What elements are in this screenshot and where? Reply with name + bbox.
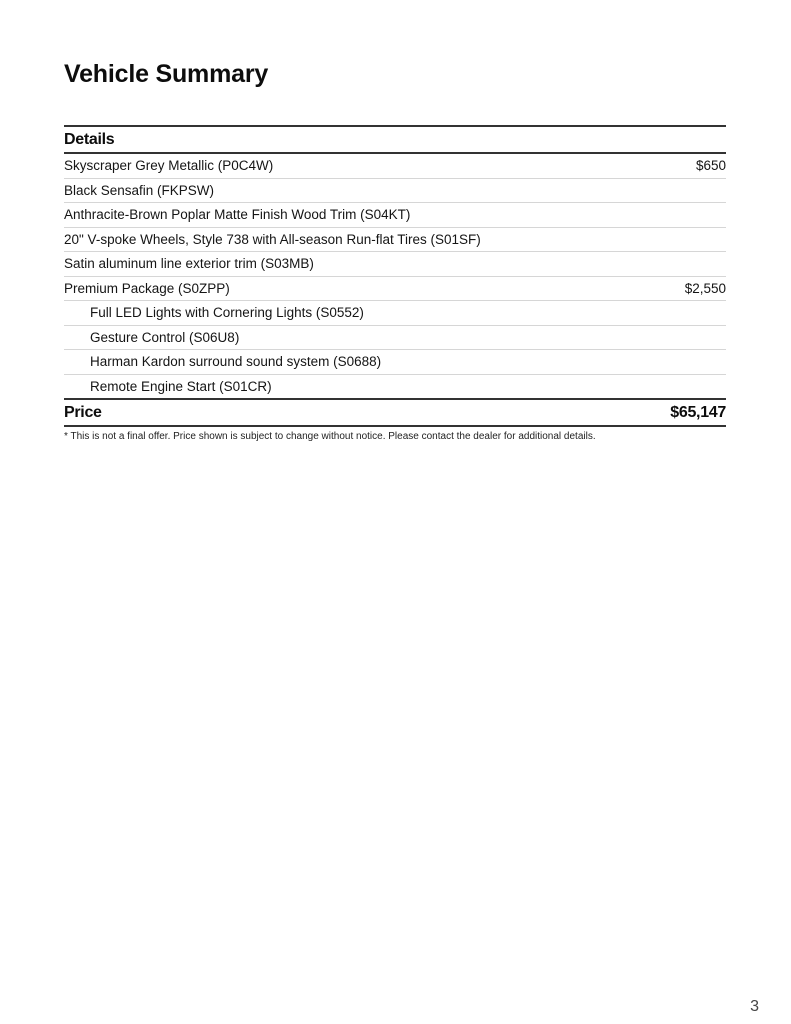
option-row bbox=[64, 228, 726, 253]
package-item-label: Remote Engine Start (S01CR) bbox=[90, 378, 272, 394]
option-row bbox=[64, 154, 726, 179]
option-row bbox=[64, 203, 726, 228]
option-label: Black Sensafin (FKPSW) bbox=[64, 182, 215, 198]
package-item-row bbox=[64, 301, 726, 326]
total-price-label: Price bbox=[64, 403, 102, 421]
option-label: Anthracite-Brown Poplar Matte Finish Wood Trim (S04KT) bbox=[64, 207, 411, 223]
page-title: Vehicle Summary bbox=[64, 60, 269, 88]
option-price: $650 bbox=[695, 158, 726, 174]
vehicle-summary-table bbox=[64, 125, 726, 442]
package-item-row bbox=[64, 375, 726, 401]
details-header: Details bbox=[64, 125, 726, 154]
option-label: Satin aluminum line exterior trim (S03MB) bbox=[64, 256, 314, 272]
package-price: $2,550 bbox=[684, 280, 726, 296]
disclaimer-text: * This is not a final offer. Price shown is subject to change without notice. Please contact the dealer for additional details. bbox=[64, 431, 596, 442]
package-item-label: Harman Kardon surround sound system (S0688) bbox=[90, 354, 382, 370]
package-item-row bbox=[64, 350, 726, 375]
option-label: 20" V-spoke Wheels, Style 738 with All-season Run-flat Tires (S01SF) bbox=[64, 231, 481, 247]
package-item-row bbox=[64, 326, 726, 351]
package-row bbox=[64, 277, 726, 302]
page-number: 3 bbox=[750, 998, 759, 1015]
total-price-value: $65,147 bbox=[670, 403, 726, 421]
option-row bbox=[64, 252, 726, 277]
option-row bbox=[64, 179, 726, 204]
option-label: Skyscraper Grey Metallic (P0C4W) bbox=[64, 158, 274, 174]
package-item-label: Gesture Control (S06U8) bbox=[90, 329, 240, 345]
package-label: Premium Package (S0ZPP) bbox=[64, 280, 230, 296]
package-item-label: Full LED Lights with Cornering Lights (S0552) bbox=[90, 305, 364, 321]
total-price-row bbox=[64, 400, 726, 427]
